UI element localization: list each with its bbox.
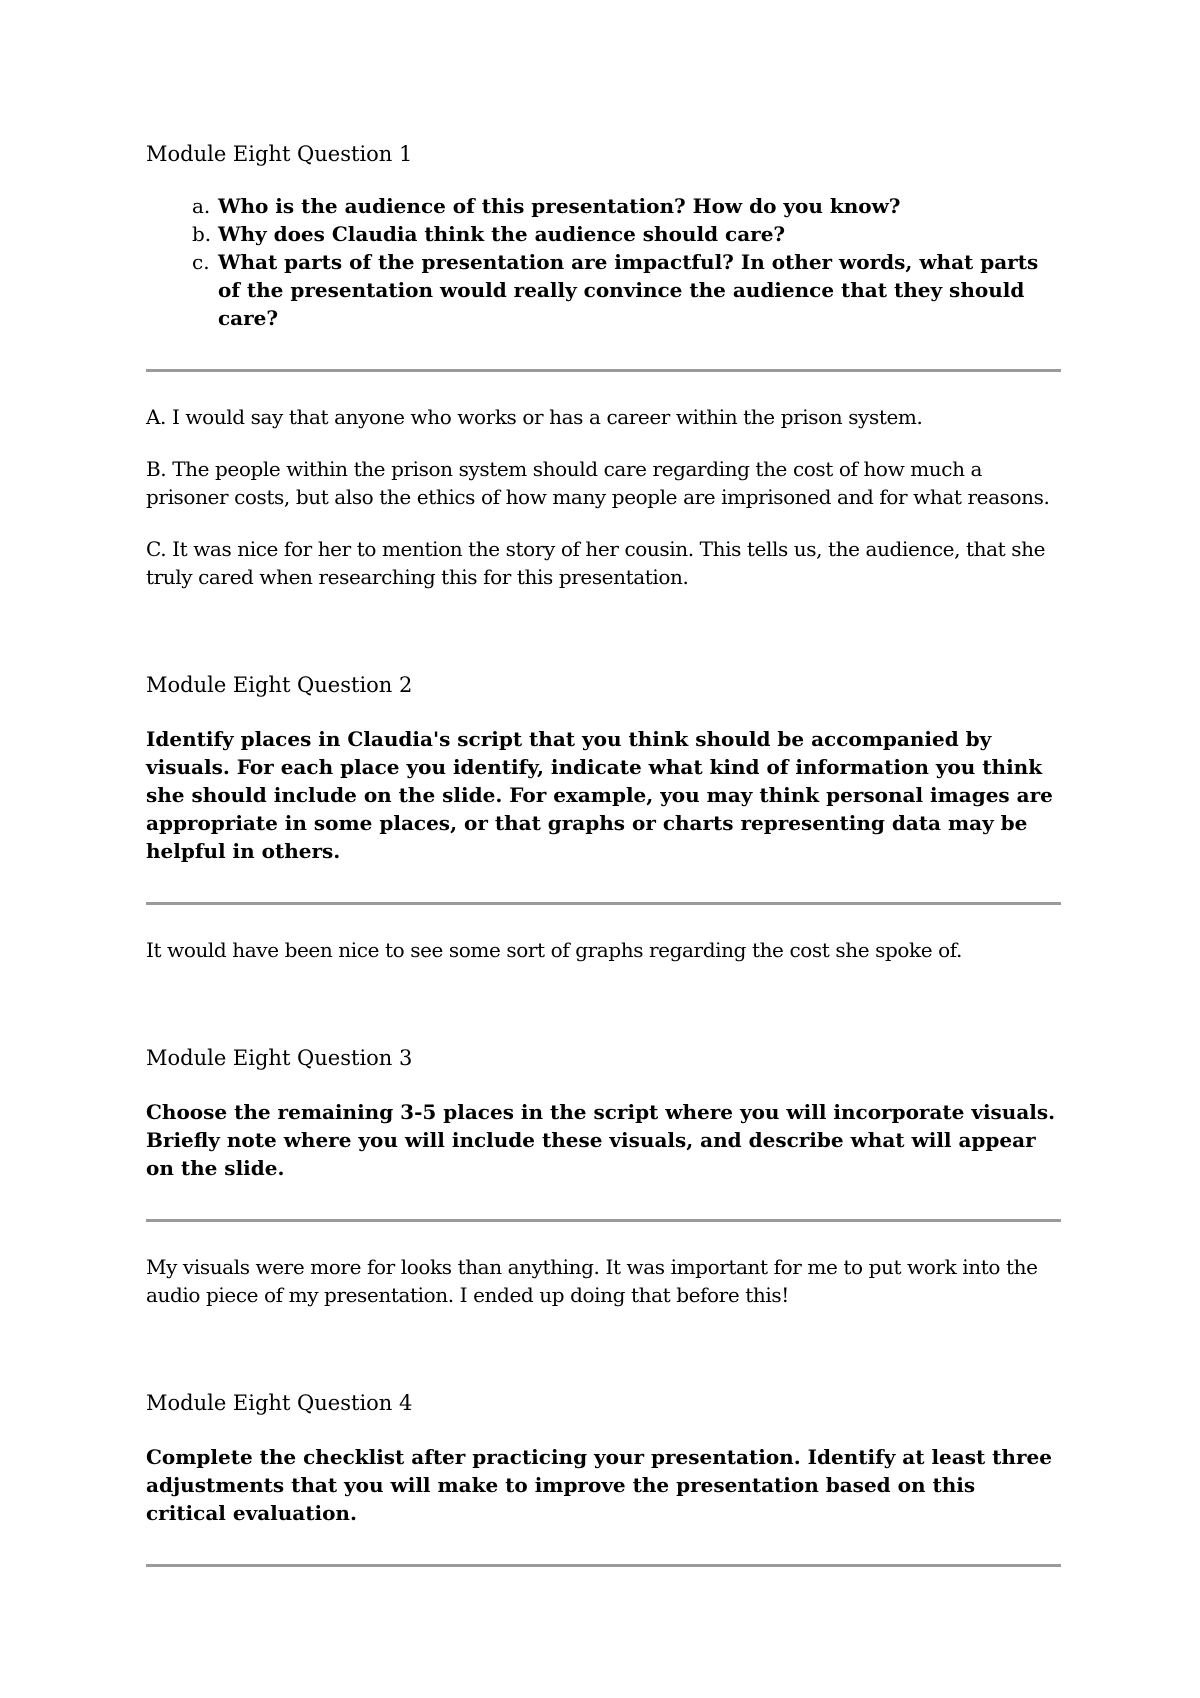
q1-answer-a: A. I would say that anyone who works or has a career within the prison system. (146, 405, 923, 429)
q1-divider (146, 369, 1061, 372)
q2-title: Module Eight Question 2 (146, 673, 413, 697)
q3-title: Module Eight Question 3 (146, 1046, 413, 1070)
q1-item-c (192, 248, 1061, 332)
q1-question-list (146, 192, 1061, 332)
q1-item-a (192, 192, 1061, 220)
q4-title: Module Eight Question 4 (146, 1391, 413, 1415)
document-page (146, 140, 1061, 1567)
q1-item-a-marker: a. (192, 194, 211, 218)
q4-divider (146, 1564, 1061, 1567)
q3-prompt: Choose the remaining 3-5 places in the script where you will incorporate visuals. Briefly note where you will include these visuals, and describe what will appear on the slide. (146, 1100, 1056, 1180)
q1-item-b-text: Why does Claudia think the audience should care? (218, 222, 786, 246)
q3-answer: My visuals were more for looks than anything. It was important for me to put work into the audio piece of my presentation. I ended up doing that before this! (146, 1255, 1038, 1307)
q1-item-b (192, 220, 1061, 248)
q1-item-b-marker: b. (192, 222, 212, 246)
q1-item-c-text: What parts of the presentation are impactful? In other words, what parts of the presentation would really convince the audience that they should care? (218, 250, 1039, 330)
q2-answer: It would have been nice to see some sort of graphs regarding the cost she spoke of. (146, 938, 962, 962)
q1-answer-b: B. The people within the prison system should care regarding the cost of how much a prisoner costs, but also the ethics of how many people are imprisoned and for what reasons. (146, 457, 1050, 509)
q2-prompt: Identify places in Claudia's script that you think should be accompanied by visuals. For each place you identify, indicate what kind of information you think she should include on the slide. For example, you may think personal images are appropriate in some places, or that graphs or charts representing data may be helpful in others. (146, 727, 1053, 863)
q4-prompt: Complete the checklist after practicing your presentation. Identify at least three adjustments that you will make to improve the presentation based on this critical evaluation. (146, 1445, 1052, 1525)
q1-item-c-marker: c. (192, 250, 210, 274)
q1-answer-c: C. It was nice for her to mention the story of her cousin. This tells us, the audience, that she truly cared when researching this for this presentation. (146, 537, 1046, 589)
q2-divider (146, 902, 1061, 905)
q1-title: Module Eight Question 1 (146, 142, 413, 166)
q1-item-a-text: Who is the audience of this presentation? How do you know? (218, 194, 901, 218)
q3-divider (146, 1219, 1061, 1222)
